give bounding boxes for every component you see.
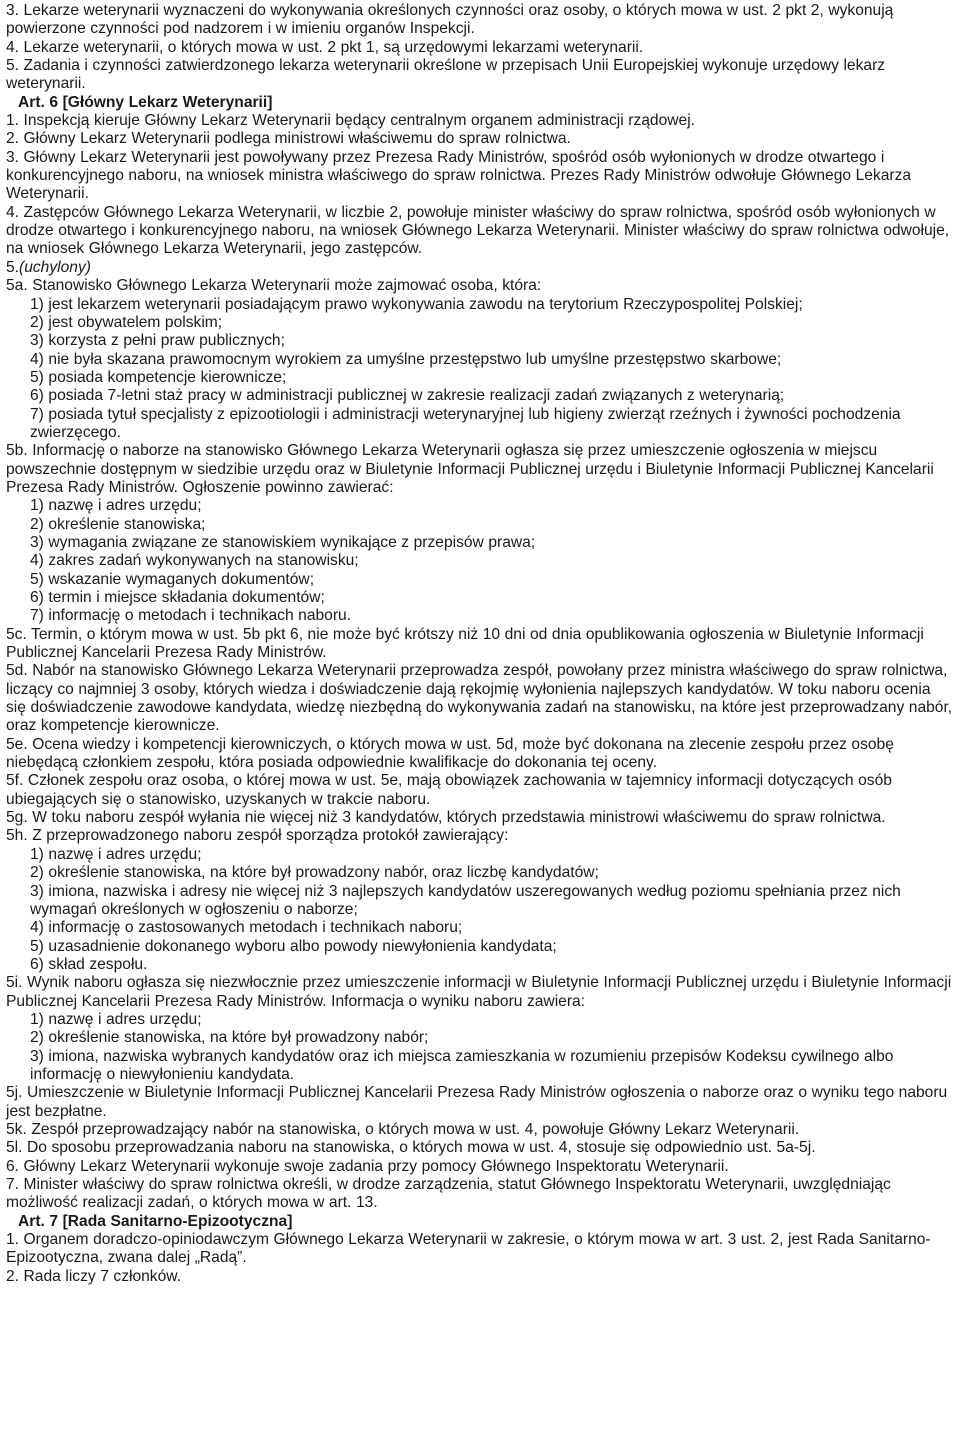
paragraph-number: 5.: [6, 258, 20, 276]
paragraph-text: 6) termin i miejsce składania dokumentów;: [30, 589, 325, 606]
paragraph: [6, 626, 954, 663]
paragraph-text: 3. Główny Lekarz Weterynarii jest powoływany przez Prezesa Rady Ministrów, spośród osób wyłonionych w drodze otwartego i konkurencyjnego naboru, na wniosek ministra właściwego do spraw rolnictwa. Prezes Rady Ministrów odwołuje Głównego Lekarza Weterynarii.: [6, 148, 912, 203]
paragraph-text: 6) posiada 7-letni staż pracy w administracji publicznej w zakresie realizacji zadań związanych z weterynarią;: [30, 387, 785, 405]
list-item: [6, 938, 954, 956]
paragraph-text: 1) jest lekarzem weterynarii posiadającym prawo wykonywania zawodu na terytorium Rzeczypospolitej Polskiej;: [30, 295, 803, 313]
paragraph: [6, 827, 954, 845]
paragraph-text: 3) wymagania związane ze stanowiskiem wynikające z przepisów prawa;: [30, 533, 536, 551]
list-item: [6, 552, 954, 570]
paragraph-text: 5h. Z przeprowadzonego naboru zespół sporządza protokół zawierający:: [6, 827, 509, 845]
paragraph: [6, 130, 954, 148]
paragraph-text: 2) określenie stanowiska, na które był prowadzony nabór;: [30, 1029, 429, 1047]
list-item: [6, 534, 954, 552]
paragraph-text: 6) skład zespołu.: [30, 955, 148, 973]
paragraph-text: 3. Lekarze weterynarii wyznaczeni do wykonywania określonych czynności oraz osoby, o których mowa w ust. 2 pkt 2, wykonują powierzone czynności pod nadzorem i w imieniu organów Inspekcji.: [6, 2, 894, 38]
paragraph: [6, 1158, 954, 1176]
paragraph-text: 4) nie była skazana prawomocnym wyrokiem za umyślne przestępstwo lub umyślne przestępstwo skarbowe;: [30, 350, 782, 368]
paragraph-text: 2. Rada liczy 7 członków.: [6, 1267, 182, 1285]
paragraph-text: 1) nazwę i adres urzędu;: [30, 845, 202, 863]
list-item: [6, 296, 954, 314]
paragraph-text: 7) posiada tytuł specjalisty z epizootiologii i administracji weterynaryjnej lub higieny zwierząt rzeźnych i żywności pochodzenia zwierzęcego.: [30, 405, 901, 441]
list-item: [6, 406, 954, 443]
paragraph: [6, 149, 954, 204]
paragraph: [6, 974, 954, 1011]
paragraph-text: 5a. Stanowisko Głównego Lekarza Weterynarii może zajmować osoba, która:: [6, 277, 542, 295]
paragraph-text: 4) zakres zadań wykonywanych na stanowisku;: [30, 552, 359, 570]
paragraph-text: 5k. Zespół przeprowadzający nabór na stanowiska, o których mowa w ust. 4, powołuje Główny Lekarz Weterynarii.: [6, 1120, 800, 1138]
paragraph-text: 1) nazwę i adres urzędu;: [30, 497, 202, 515]
paragraph-text: 2) określenie stanowiska, na które był prowadzony nabór, oraz liczbę kandydatów;: [30, 864, 599, 882]
paragraph: [6, 204, 954, 259]
paragraph: [6, 57, 954, 94]
paragraph-text: 2) jest obywatelem polskim;: [30, 313, 223, 331]
paragraph-text: 5l. Do sposobu przeprowadzania naboru na stanowiska, o których mowa w ust. 4, stosuje się odpowiednio ust. 5a-5j.: [6, 1139, 816, 1157]
paragraph-text: 2. Główny Lekarz Weterynarii podlega ministrowi właściwemu do spraw rolnictwa.: [6, 130, 571, 148]
list-item: [6, 314, 954, 332]
paragraph-text: 6. Główny Lekarz Weterynarii wykonuje swoje zadania przy pomocy Głównego Inspektoratu Weterynarii.: [6, 1157, 729, 1175]
paragraph-text: 4) informację o zastosowanych metodach i technikach naboru;: [30, 919, 463, 937]
paragraph: [6, 277, 954, 295]
paragraph-text: 5d. Nabór na stanowisko Głównego Lekarza Weterynarii przeprowadza zespół, powołany przez ministra właściwego do spraw rolnictwa, liczący co najmniej 3 osoby, których wiedza i doświadczenie dają rękojmię wyłonienia najlepszych kandydatów. W toku naboru ocenia się doświadczenie zawodowe kandydata, wiedzę niezbędną do wykonywania zadań na stanowisku, na które jest przeprowadzany nabór, oraz kompetencje kierownicze.: [6, 662, 953, 735]
paragraph: [6, 1084, 954, 1121]
paragraph-text: 1. Inspekcją kieruje Główny Lekarz Weterynarii będący centralnym organem administracji rządowej.: [6, 112, 696, 130]
list-item: [6, 883, 954, 920]
paragraph-text: 4. Lekarze weterynarii, o których mowa w ust. 2 pkt 1, są urzędowymi lekarzami weterynarii.: [6, 38, 644, 56]
list-item: [6, 1011, 954, 1029]
paragraph-text: 5) uzasadnienie dokonanego wyboru albo powody niewyłonienia kandydata;: [30, 937, 557, 955]
paragraph-text: 5) wskazanie wymaganych dokumentów;: [30, 570, 315, 588]
paragraph: [6, 1231, 954, 1268]
list-item: [6, 919, 954, 937]
paragraph-text: 4. Zastępców Głównego Lekarza Weterynarii, w liczbie 2, powołuje minister właściwy do spraw rolnictwa, spośród osób wyłonionych w drodze otwartego i konkurencyjnego naboru, na wniosek Głównego Lekarza Weterynarii. Minister właściwy do spraw rolnictwa odwołuje, na wniosek Głównego Lekarza Weterynarii, jego zastępców.: [6, 203, 950, 258]
paragraph: [6, 442, 954, 497]
list-item: [6, 332, 954, 350]
paragraph: [6, 662, 954, 735]
paragraph-text: 7. Minister właściwy do spraw rolnictwa określi, w drodze zarządzenia, statut Głównego Inspektoratu Weterynarii, uwzględniając możliwość realizacji zadań, o których mowa w art. 13.: [6, 1176, 891, 1212]
paragraph-text: Art. 6 [Główny Lekarz Weterynarii]: [18, 93, 273, 111]
paragraph-text: 5f. Członek zespołu oraz osoba, o której mowa w ust. 5e, mają obowiązek zachowania w tajemnicy informacji dotyczących osób ubiegających się o stanowisko, uzyskanych w trakcie naboru.: [6, 772, 892, 808]
paragraph-text: 2) określenie stanowiska;: [30, 515, 206, 533]
paragraph-text: 5. Zadania i czynności zatwierdzonego lekarza weterynarii określone w przepisach Unii Europejskiej wykonuje urzędowy lekarz weterynarii.: [6, 57, 886, 93]
paragraph-text: 3) korzysta z pełni praw publicznych;: [30, 332, 285, 350]
paragraph-text: 5b. Informację o naborze na stanowisko Głównego Lekarza Weterynarii ogłasza się przez umieszczenie ogłoszenia w miejscu powszechnie dostępnym w siedzibie urzędu oraz w Biuletynie Informacji Publicznej urzędu i Biuletynie Informacji Publicznej Kancelarii Prezesa Rady Ministrów. Ogłoszenie powinno zawierać:: [6, 442, 934, 496]
list-item: [6, 369, 954, 387]
article-heading: [6, 1213, 954, 1231]
document-body: [6, 2, 954, 1286]
paragraph: [6, 2, 954, 39]
list-item: [6, 516, 954, 534]
paragraph: [6, 39, 954, 57]
list-item: [6, 387, 954, 405]
paragraph-text: Art. 7 [Rada Sanitarno-Epizootyczna]: [18, 1212, 293, 1230]
paragraph: [6, 1268, 954, 1286]
paragraph-text: 5e. Ocena wiedzy i kompetencji kierowniczych, o których mowa w ust. 5d, może być dokonana na zlecenie zespołu przez osobę niebędącą członkiem zespołu, która posiada odpowiednie kwalifikacje do dokonania tej oceny.: [6, 735, 894, 772]
article-heading: [6, 94, 954, 112]
list-item: [6, 1029, 954, 1047]
paragraph-text: 5j. Umieszczenie w Biuletynie Informacji Publicznej Kancelarii Prezesa Rady Ministrów ogłoszenia o naborze oraz o wyniku tego naboru jest bezpłatne.: [6, 1084, 948, 1120]
list-item: [6, 956, 954, 974]
paragraph: [6, 1121, 954, 1139]
paragraph: [6, 772, 954, 809]
paragraph: [6, 1139, 954, 1157]
paragraph-text: (uchylony): [19, 258, 91, 276]
paragraph-text: 5g. W toku naboru zespół wyłania nie więcej niż 3 kandydatów, których przedstawia ministrowi właściwemu do spraw rolnictwa.: [6, 809, 886, 827]
paragraph-text: 3) imiona, nazwiska i adresy nie więcej niż 3 najlepszych kandydatów uszeregowanych według poziomu spełniania przez nich wymagań określonych w ogłoszeniu o naborze;: [30, 882, 901, 918]
list-item: [6, 607, 954, 625]
list-item: [6, 571, 954, 589]
list-item: [6, 589, 954, 607]
paragraph-text: 7) informację o metodach i technikach naboru.: [30, 607, 352, 625]
paragraph: [6, 1176, 954, 1213]
list-item: [6, 864, 954, 882]
paragraph-text: 5c. Termin, o którym mowa w ust. 5b pkt 6, nie może być krótszy niż 10 dni od dnia opublikowania ogłoszenia w Biuletynie Informacji Publicznej Kancelarii Prezesa Rady Ministrów.: [6, 625, 924, 662]
list-item: [6, 1048, 954, 1085]
paragraph-text: 1) nazwę i adres urzędu;: [30, 1010, 202, 1028]
list-item: [6, 351, 954, 369]
paragraph-text: 1. Organem doradczo-opiniodawczym Głównego Lekarza Weterynarii w zakresie, o którym mowa w art. 3 ust. 2, jest Rada Sanitarno-Epizootyczna, zwana dalej „Radą”.: [6, 1231, 931, 1267]
paragraph: [6, 736, 954, 773]
paragraph-text: 3) imiona, nazwiska wybranych kandydatów oraz ich miejsca zamieszkania w rozumieniu przepisów Kodeksu cywilnego albo informację o niewyłonieniu kandydata.: [30, 1047, 894, 1083]
paragraph: [6, 259, 954, 277]
paragraph-text: 5) posiada kompetencje kierownicze;: [30, 368, 287, 386]
list-item: [6, 497, 954, 515]
paragraph: [6, 112, 954, 130]
paragraph: [6, 809, 954, 827]
paragraph-text: 5i. Wynik naboru ogłasza się niezwłocznie przez umieszczenie informacji w Biuletynie Informacji Publicznej urzędu i Biuletynie Informacji Publicznej Kancelarii Prezesa Rady Ministrów. Informacja o wyniku naboru zawiera:: [6, 974, 952, 1010]
list-item: [6, 846, 954, 864]
